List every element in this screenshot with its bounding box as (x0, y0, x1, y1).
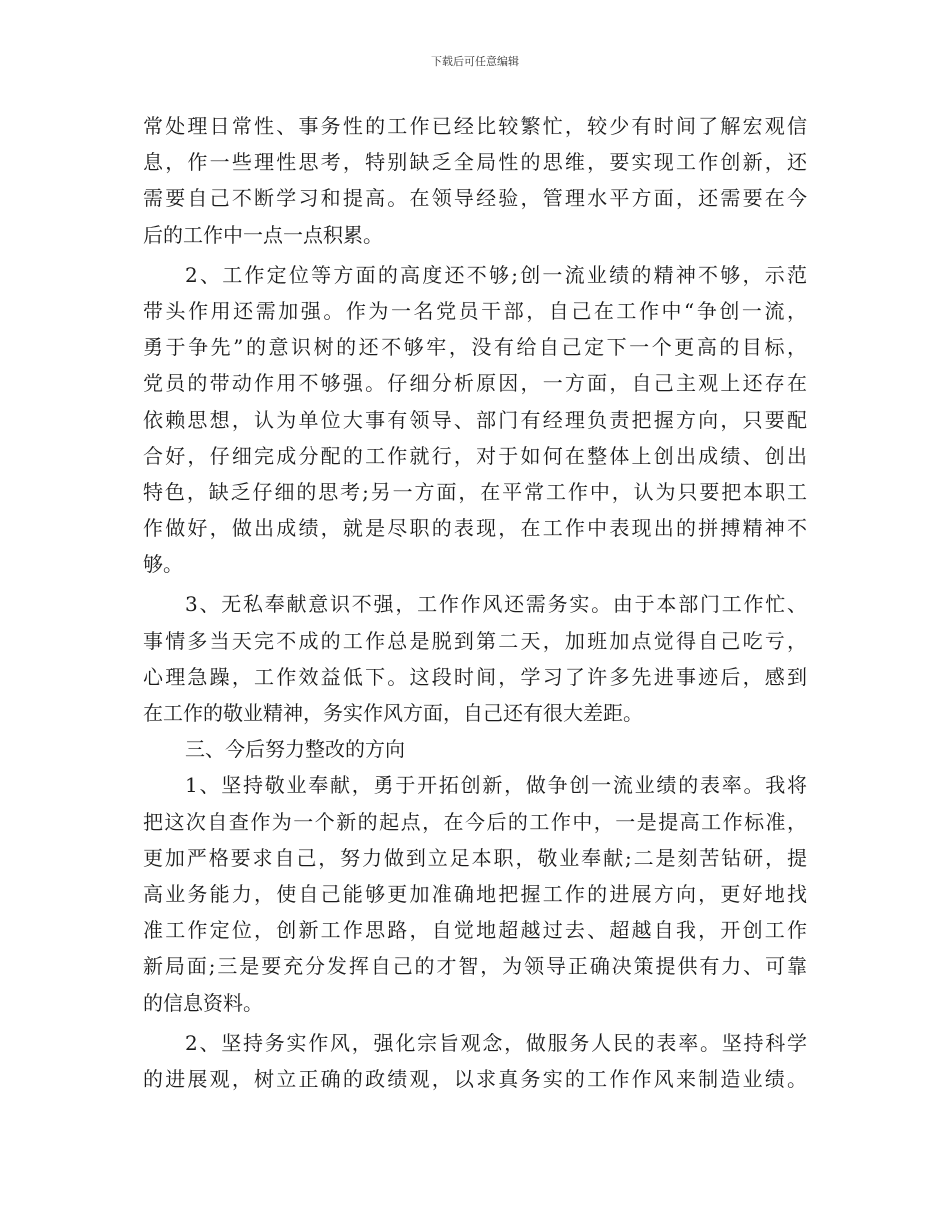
text-line: 党员的带动作用不够强。仔细分析原因，一方面，自己主观上还存在 (143, 371, 807, 396)
text-line: 够。 (143, 552, 183, 577)
text-line: 依赖思想，认为单位大事有领导、部门有经理负责把握方向，只要配 (143, 407, 807, 432)
text-line: 需要自己不断学习和提高。在领导经验，管理水平方面，还需要在今 (143, 186, 807, 211)
text-line: 的信息资料。 (143, 990, 263, 1015)
text-line: 准工作定位，创新工作思路，自觉地超越过去、超越自我，开创工作 (143, 918, 807, 943)
text-line: 常处理日常性、事务性的工作已经比较繁忙，较少有时间了解宏观信 (143, 114, 807, 138)
text-line: 的进展观，树立正确的政绩观，以求真务实的工作作风来制造业绩。 (143, 1066, 807, 1091)
text-line: 新局面;三是要充分发挥自己的才智，为领导正确决策提供有力、可靠 (143, 954, 807, 979)
text-line: 带头作用还需加强。作为一名党员干部，自己在工作中“争创一流， (143, 298, 807, 323)
text-line: 在工作的敬业精神，务实作风方面，自己还有很大差距。 (143, 701, 643, 725)
page-header: 下载后可任意编辑 (431, 55, 519, 68)
text-line: 后的工作中一点一点积累。 (143, 222, 383, 247)
text-line: 3、无私奉献意识不强，工作作风还需务实。由于本部门工作忙、 (185, 592, 807, 617)
text-line: 特色，缺乏仔细的思考;另一方面，在平常工作中，认为只要把本职工 (143, 479, 807, 504)
text-line: 心理急躁，工作效益低下。这段时间，学习了许多先进事迹后，感到 (143, 664, 807, 689)
text-line: 高业务能力，使自己能够更加准确地把握工作的进展方向，更好地找 (143, 881, 807, 906)
text-line: 2、坚持务实作风，强化宗旨观念，做服务人民的表率。坚持科学 (185, 1030, 807, 1055)
text-line: 合好，仔细完成分配的工作就行，对于如何在整体上创出成绩、创出 (143, 443, 807, 468)
text-line: 更加严格要求自己，努力做到立足本职，敬业奉献;二是刻苦钻研，提 (143, 845, 807, 870)
text-line: 把这次自查作为一个新的起点，在今后的工作中，一是提高工作标准， (143, 809, 807, 834)
text-line: 1、坚持敬业奉献，勇于开拓创新，做争创一流业绩的表率。我将 (185, 773, 807, 798)
text-line: 息，作一些理性思考，特别缺乏全局性的思维，要实现工作创新，还 (143, 150, 807, 175)
text-line: 三、今后努力整改的方向 (185, 737, 405, 762)
document-body (143, 108, 807, 1097)
text-line: 勇于争先”的意识树的还不够牢，没有给自己定下一个更高的目标， (143, 335, 807, 360)
text-line: 2、工作定位等方面的高度还不够;创一流业绩的精神不够，示范 (185, 262, 807, 287)
text-line: 作做好，做出成绩，就是尽职的表现，在工作中表现出的拼搏精神不 (143, 516, 807, 541)
text-line: 事情多当天完不成的工作总是脱到第二天，加班加点觉得自己吃亏， (143, 628, 807, 653)
